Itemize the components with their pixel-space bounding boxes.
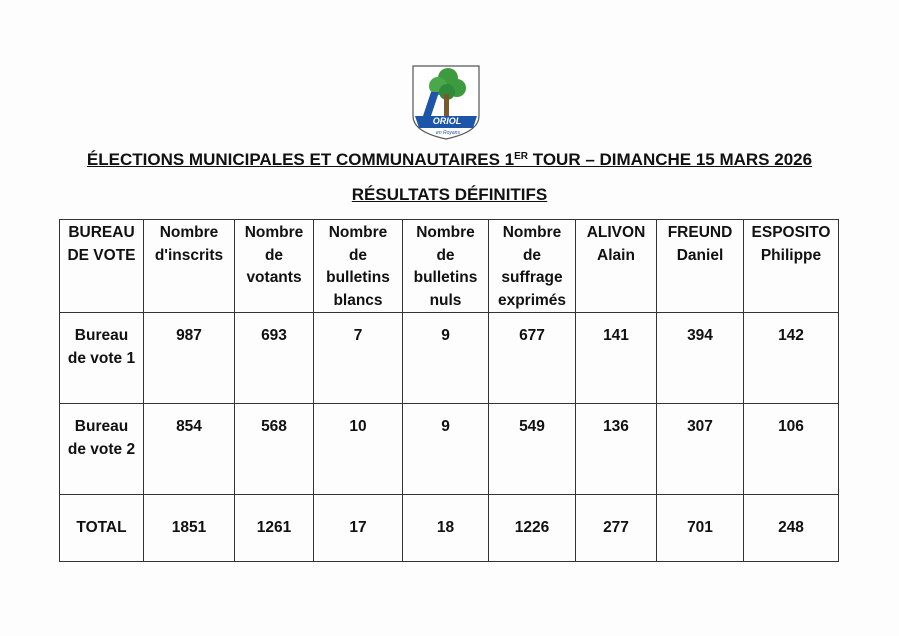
column-header (657, 220, 744, 313)
column-header-line: de (348, 246, 368, 264)
title-superscript: ER (514, 151, 529, 162)
column-header-line: ESPOSITO (751, 224, 831, 241)
table-row (60, 404, 839, 495)
column-header (144, 220, 235, 313)
page-title (0, 150, 899, 170)
town-logo (411, 64, 481, 140)
column-header-line: Nombre (159, 224, 219, 241)
table-cell: 394 (657, 313, 744, 404)
total-cell: 18 (403, 495, 489, 562)
column-header (744, 220, 839, 313)
column-header (314, 220, 403, 313)
column-header-line: d'inscrits (154, 246, 224, 264)
column-header-line: Nombre (244, 224, 304, 241)
column-header (489, 220, 576, 313)
table-body (60, 313, 839, 562)
column-header-line: nuls (429, 291, 462, 309)
column-header (60, 220, 144, 313)
title-main-text: ÉLECTIONS MUNICIPALES ET COMMUNAUTAIRES 1 (86, 150, 515, 169)
column-header (576, 220, 657, 313)
column-header-line: de (522, 246, 542, 264)
row-label (60, 404, 144, 495)
table-cell: 141 (576, 313, 657, 404)
total-cell: 248 (744, 495, 839, 562)
column-header-line: suffrage (501, 269, 563, 286)
svg-text:ORIOL: ORIOL (432, 116, 462, 126)
table-cell: 7 (314, 313, 403, 404)
total-row (60, 495, 839, 562)
column-header-line: Daniel (676, 246, 724, 264)
table-cell: 568 (235, 404, 314, 495)
column-header-line: Alain (597, 246, 635, 264)
column-header-line: FREUND (667, 224, 733, 241)
column-header-line: exprimés (497, 291, 567, 309)
column-header (235, 220, 314, 313)
column-header-line: votants (246, 269, 302, 286)
column-header-line: BUREAU (68, 224, 135, 241)
table-cell: 9 (403, 404, 489, 495)
table-cell: 10 (314, 404, 403, 495)
header-row (60, 220, 839, 313)
row-label-line: de vote 2 (67, 440, 136, 458)
table-cell: 142 (744, 313, 839, 404)
table-row (60, 313, 839, 404)
column-header-line: DE VOTE (67, 246, 136, 264)
svg-text:en Royans: en Royans (436, 130, 460, 136)
column-header-line: Nombre (328, 224, 388, 241)
table-cell: 987 (144, 313, 235, 404)
column-header-line: de (264, 246, 284, 264)
total-cell: 1226 (489, 495, 576, 562)
page-subtitle: RÉSULTATS DÉFINITIFS (351, 185, 548, 204)
column-header-line: de (436, 246, 455, 264)
table-cell: 307 (657, 404, 744, 495)
total-cell: 701 (657, 495, 744, 562)
title-main-text-end: TOUR – DIMANCHE 15 MARS 2026 (528, 150, 813, 169)
table-cell: 9 (403, 313, 489, 404)
column-header-line: Nombre (416, 224, 475, 241)
table-cell: 677 (489, 313, 576, 404)
results-table (59, 219, 839, 562)
row-label-line: de vote 1 (67, 349, 136, 367)
column-header-line: Nombre (502, 224, 562, 241)
table-cell: 693 (235, 313, 314, 404)
row-label-line: Bureau (74, 418, 129, 435)
table-cell: 854 (144, 404, 235, 495)
column-header-line: blancs (333, 291, 383, 309)
row-label (60, 313, 144, 404)
column-header-line: ALIVON (586, 224, 646, 241)
total-label: TOTAL (60, 495, 144, 562)
column-header-line: Philippe (760, 246, 822, 264)
column-header-line: bulletins (413, 269, 478, 286)
column-header-line: bulletins (326, 269, 390, 286)
table-cell: 106 (744, 404, 839, 495)
row-label-line: Bureau (74, 327, 129, 344)
total-cell: 277 (576, 495, 657, 562)
table-cell: 136 (576, 404, 657, 495)
table-cell: 549 (489, 404, 576, 495)
column-header (403, 220, 489, 313)
total-cell: 17 (314, 495, 403, 562)
total-cell: 1261 (235, 495, 314, 562)
total-cell: 1851 (144, 495, 235, 562)
